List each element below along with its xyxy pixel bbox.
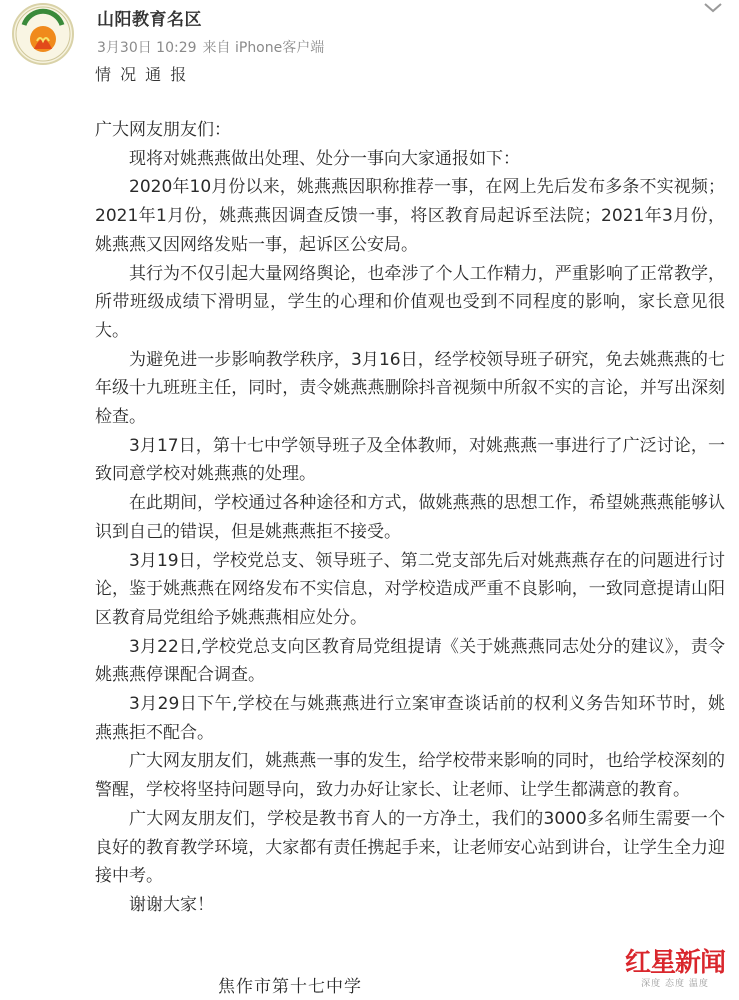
post-title: 情 况 通 报 — [95, 65, 189, 84]
post-source: 来自 iPhone客户端 — [202, 40, 325, 56]
chevron-down-icon[interactable] — [701, 0, 725, 16]
paragraph: 其行为不仅引起大量网络舆论，也牵涉了个人工作精力，严重影响了正常教学，所带班级成绩下滑明显，学生的心理和价值观也受到不同程度的影响，家长意见很大。 — [95, 263, 725, 341]
paragraph: 2020年10月份以来，姚燕燕因职称推荐一事，在网上先后发布多条不实视频；2021年1月份，姚燕燕因调查反馈一事，将区教育局起诉至法院；2021年3月份，姚燕燕又因网络发贴一事，起诉区公安局。 — [95, 177, 725, 255]
post-meta — [97, 37, 324, 57]
paragraph: 广大网友朋友们，学校是教书育人的一方净土，我们的3000多名师生需要一个良好的教育教学环境，大家都有责任携起手来，让老师安心站到讲台，让学生全力迎接中考。 — [95, 808, 725, 887]
paragraph: 现将对姚燕燕做出处理、处分一事向大家通报如下： — [129, 148, 520, 169]
paragraph: 3月19日，学校党总支、领导班子、第二党支部先后对姚燕燕存在的问题进行讨论，鉴于姚燕燕在网络发布不实信息，对学校造成严重不良影响，一致同意提请山阳区教育局党组给予姚燕燕相应处分。 — [95, 550, 725, 628]
watermark-logo — [619, 948, 731, 996]
author-name[interactable]: 山阳教育名区 — [97, 10, 202, 30]
watermark-main: 红星新闻 — [624, 948, 725, 978]
avatar[interactable] — [12, 3, 74, 65]
school-logo-icon — [14, 5, 72, 63]
paragraph: 在此期间，学校通过各种途径和方式，做姚燕燕的思想工作，希望姚燕燕能够认识到自己的错误，但是姚燕燕拒不接受。 — [95, 493, 725, 542]
paragraph: 广大网友朋友们，姚燕燕一事的发生，给学校带来影响的同时，也给学校深刻的警醒，学校将坚持问题导向，致力办好让家长、让老师、让学生都满意的教育。 — [95, 751, 725, 801]
post-date: 3月30日 10:29 — [97, 40, 197, 56]
notice-body — [95, 116, 725, 920]
paragraph: 3月17日，第十七中学领导班子及全体教师，对姚燕燕一事进行了广泛讨论，一致同意学校对姚燕燕的处理。 — [95, 435, 725, 485]
paragraph: 为避免进一步影响教学秩序，3月16日，经学校领导班子研究，免去姚燕燕的七年级十九班班主任，同时，责令姚燕燕删除抖音视频中所叙不实的言论，并写出深刻检查。 — [95, 349, 725, 428]
paragraph: 3月22日,学校党总支向区教育局党组提请《关于姚燕燕同志处分的建议》，责令姚燕燕停课配合调查。 — [95, 636, 725, 686]
post-header — [0, 0, 739, 64]
signature: 焦作市第十七中学 — [218, 977, 362, 997]
greeting: 广大网友朋友们： — [95, 120, 231, 140]
paragraph: 谢谢大家！ — [129, 894, 214, 915]
watermark-sub: 深度 态度 温度 — [641, 979, 709, 989]
paragraph: 3月29日下午,学校在与姚燕燕进行立案审查谈话前的权利义务告知环节时，姚燕燕拒不配合。 — [95, 694, 725, 743]
